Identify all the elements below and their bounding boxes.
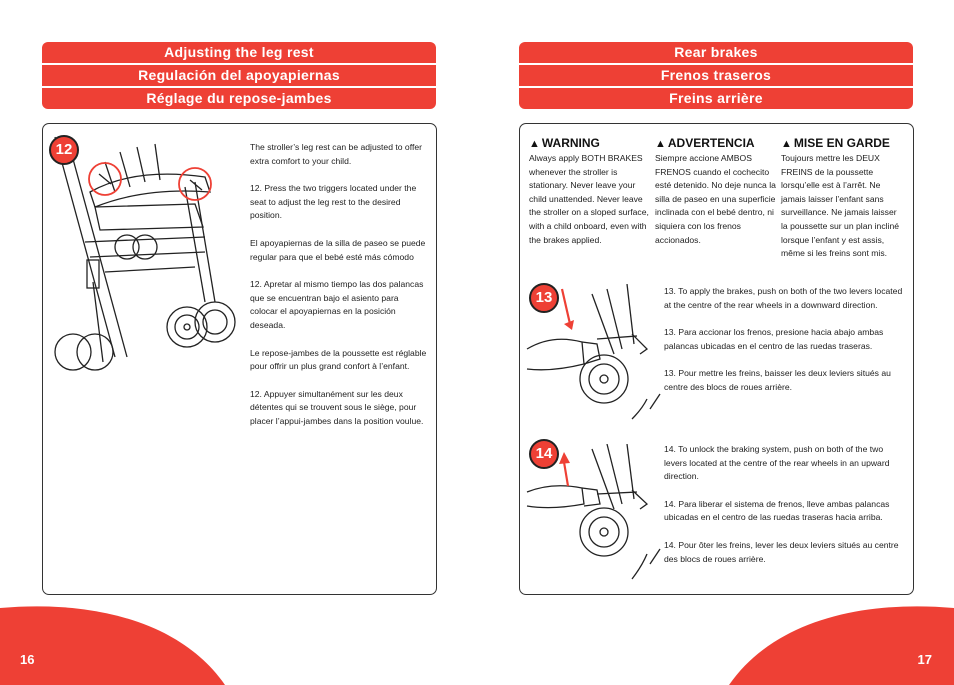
warning-icon: ▲	[655, 138, 666, 150]
paragraph: 13. To apply the brakes, push on both of the two levers located at the centre of the rear wheels in a downward direction.	[664, 286, 903, 310]
right-corner-shape	[724, 600, 954, 685]
left-corner-shape	[0, 600, 230, 685]
header-en-left: Adjusting the leg rest	[42, 42, 436, 63]
page-number-left: 16	[20, 652, 35, 667]
paragraph: Le repose-jambes de la poussette est réglable pour offrir un plus grand confort à l’enfant.	[250, 347, 427, 372]
header-es-right: Frenos traseros	[519, 65, 913, 86]
warning-body: Toujours mettre les DEUX FREINS de la poussette lorsqu’elle est à l’arrêt. Ne jamais laisser l’enfant sans surveillance. Ne jamais laisser la poussette sur un plan incliné lorsque l’enfant y est assis, même si les freins sont mis.	[781, 153, 900, 259]
header-fr-left: Réglage du repose-jambes	[42, 88, 436, 109]
warning-icon: ▲	[781, 138, 792, 150]
brake-release-instructions	[664, 443, 904, 580]
warning-title: ADVERTENCIA	[667, 136, 755, 150]
step-badge-12: 12	[49, 135, 79, 165]
paragraph: The stroller’s leg rest can be adjusted to offer extra comfort to your child.	[250, 142, 422, 166]
warning-en	[529, 135, 651, 247]
paragraph: 12. Apretar al mismo tiempo las dos palancas que se encuentran bajo el asiento para colocar el apoyapiernas en la posición deseada.	[250, 279, 424, 330]
rear-brakes-panel	[519, 123, 914, 595]
leg-rest-panel	[42, 123, 437, 595]
warning-body: Always apply BOTH BRAKES whenever the stroller is stationary. Never leave your child unattended. Never leave the stroller on a sloped surface, with a child onboard, even with the brakes applied.	[529, 153, 649, 245]
warning-fr	[781, 135, 899, 261]
paragraph: 13. Pour mettre les freins, baisser les deux leviers situés au centre des blocs de roues arrière.	[664, 368, 891, 392]
paragraph: El apoyapiernas de la silla de paseo se puede regular para que el bebé esté más cómodo	[250, 237, 426, 262]
paragraph: 14. Pour ôter les freins, lever les deux leviers situés au centre des blocs de roues arrière.	[664, 539, 899, 564]
page-number-right: 17	[917, 652, 932, 667]
warning-icon: ▲	[529, 138, 540, 150]
header-es-left: Regulación del apoyapiernas	[42, 65, 436, 86]
header-fr-right: Freins arrière	[519, 88, 913, 109]
paragraph: 14. To unlock the braking system, push on both of the two levers located at the centre of the rear wheels in an upward direction.	[664, 444, 890, 482]
warning-title: MISE EN GARDE	[793, 136, 890, 150]
paragraph: 12. Press the two triggers located under the seat to adjust the leg rest to the desired position.	[250, 183, 417, 221]
stroller-leg-rest-illustration	[45, 132, 240, 372]
warning-body: Siempre accione AMBOS FRENOS cuando el cochecito esté detenido. No deje nunca la silla de paseo en una superficie inclinada con el bebé dentro, ni siquiera con los frenos accionados.	[655, 153, 776, 245]
step-badge-13: 13	[529, 283, 559, 313]
step-badge-14: 14	[529, 439, 559, 469]
header-en-right: Rear brakes	[519, 42, 913, 63]
warning-title: WARNING	[541, 136, 600, 150]
paragraph: 14. Para liberar el sistema de frenos, lleve ambas palancas ubicadas en el centro de las ruedas traseras hacia arriba.	[664, 498, 890, 523]
warning-es	[655, 135, 777, 247]
leg-rest-instructions	[250, 141, 428, 443]
paragraph: 13. Para accionar los frenos, presione hacia abajo ambas palancas ubicadas en el centro de las ruedas traseras.	[664, 327, 884, 351]
brake-apply-instructions	[664, 285, 904, 409]
paragraph: 12. Appuyer simultanément sur les deux détentes qui se trouvent sous le siège, pour placer l’appui-jambes dans la position voulue.	[250, 388, 424, 426]
